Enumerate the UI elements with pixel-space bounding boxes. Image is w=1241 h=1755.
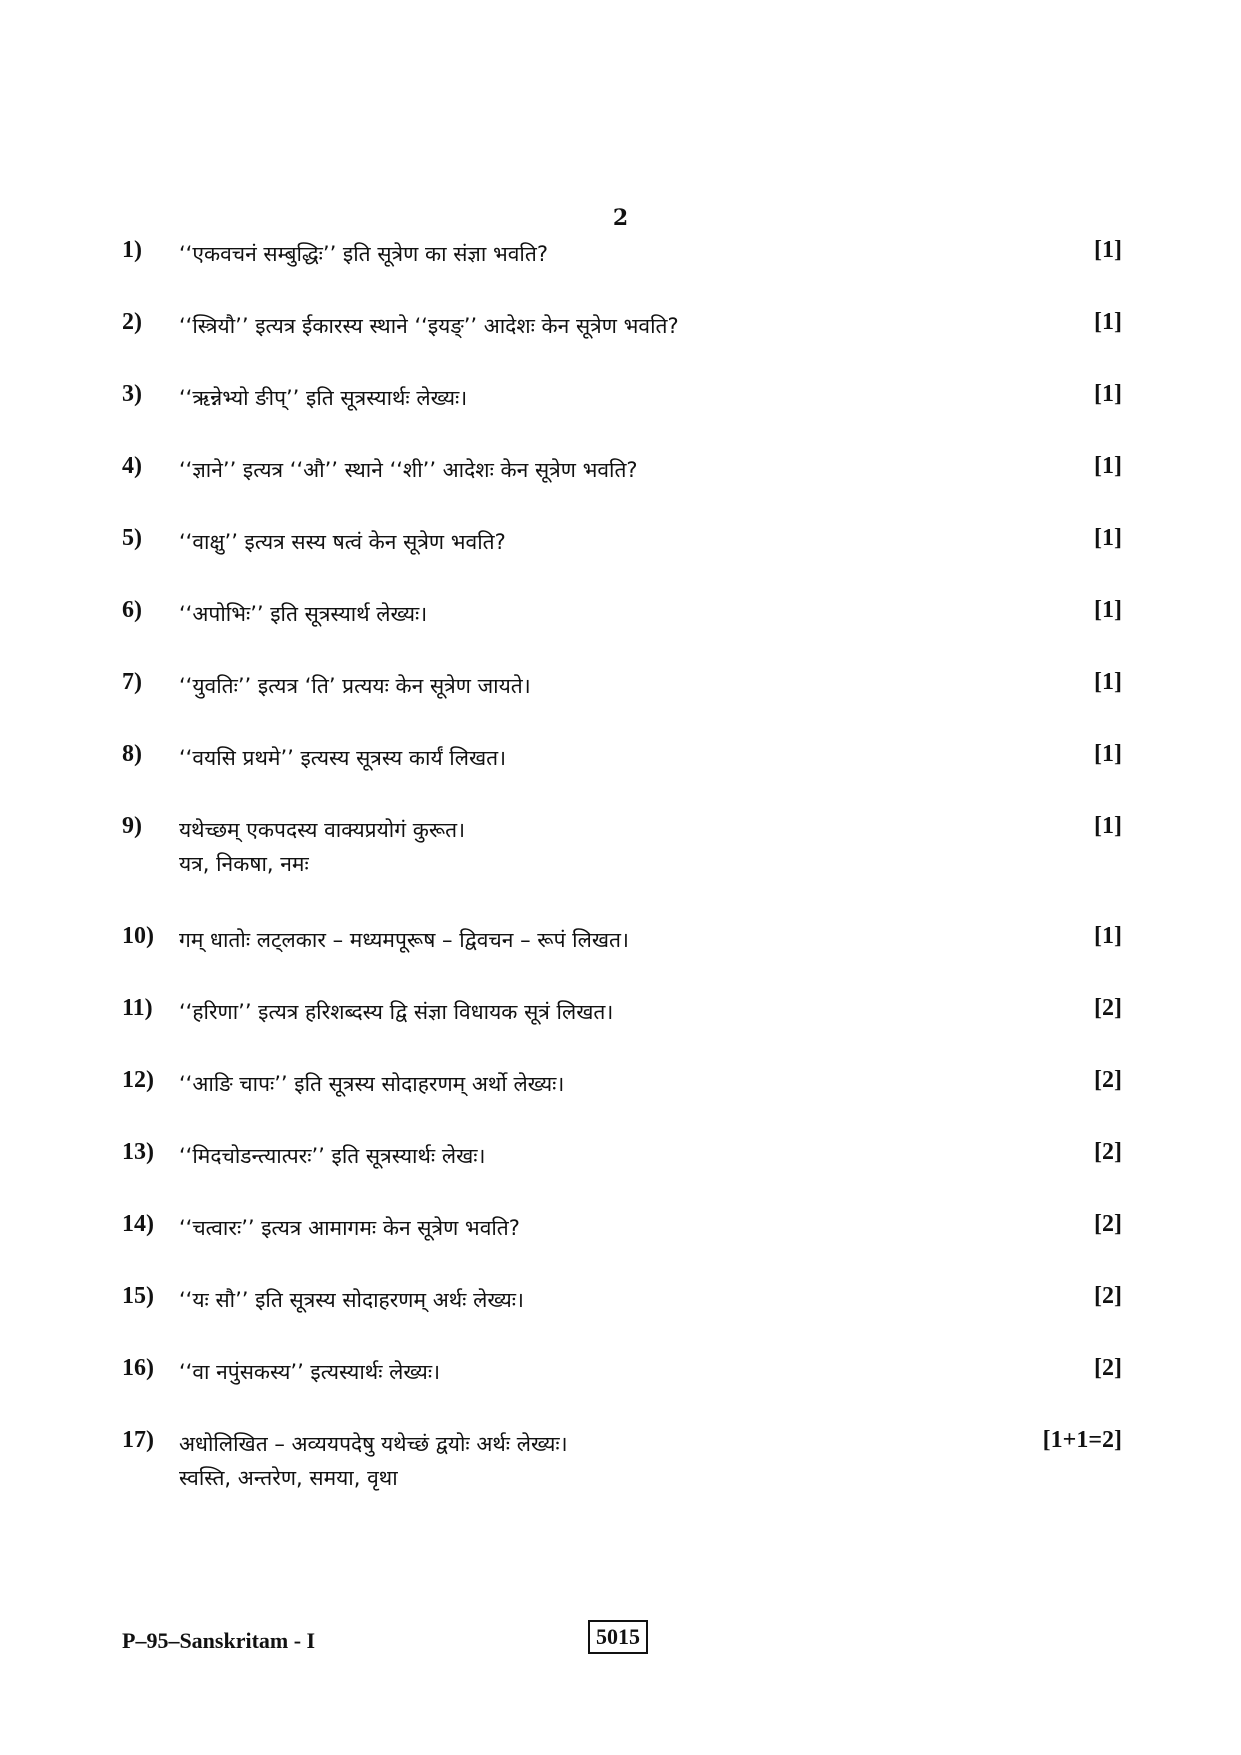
- question-subtext: यत्र, निकषा, नमः: [179, 852, 309, 876]
- question-number: 15): [122, 1283, 154, 1309]
- question-marks: [1+1=2]: [1042, 1427, 1122, 1453]
- question-number: 12): [122, 1067, 154, 1093]
- question-item: [122, 1355, 1122, 1415]
- question-number: 10): [122, 923, 154, 949]
- question-text: गम् धातोः लट्लकार – मध्यमपूरूष – द्विवचन – रूपं लिखत।: [179, 928, 629, 952]
- question-marks: [2]: [1094, 1355, 1122, 1381]
- page-number: 2: [612, 205, 629, 231]
- question-item: [122, 1211, 1122, 1271]
- question-subtext: स्वस्ति, अन्तरेण, समया, वृथा: [179, 1466, 398, 1490]
- question-item: [122, 995, 1122, 1055]
- question-item: [122, 1427, 1122, 1507]
- question-text: अधोलिखित – अव्ययपदेषु यथेच्छं द्वयोः अर्थः लेख्यः।: [179, 1432, 568, 1456]
- question-item: [122, 309, 1122, 369]
- question-marks: [2]: [1094, 1211, 1122, 1237]
- question-text: ‘‘युवतिः’’ इत्यत्र ‘ति’ प्रत्ययः केन सूत्रेण जायते।: [179, 674, 531, 698]
- paper-serial-box: 5015: [588, 1620, 648, 1654]
- question-number: 16): [122, 1355, 154, 1381]
- question-marks: [1]: [1094, 453, 1122, 479]
- question-number: 9): [122, 813, 142, 839]
- question-number: 11): [122, 995, 153, 1021]
- question-number: 7): [122, 669, 142, 695]
- question-item: [122, 923, 1122, 983]
- question-marks: [1]: [1094, 525, 1122, 551]
- question-marks: [1]: [1094, 923, 1122, 949]
- question-text: ‘‘चत्वारः’’ इत्यत्र आमागमः केन सूत्रेण भवति?: [179, 1216, 520, 1240]
- question-item: [122, 669, 1122, 729]
- question-item: [122, 525, 1122, 585]
- question-text: ‘‘ऋन्नेभ्यो ङीप्’’ इति सूत्रस्यार्थः लेख्यः।: [179, 386, 468, 410]
- question-text: ‘‘स्त्रियौ’’ इत्यत्र ईकारस्य स्थाने ‘‘इयङ्’’ आदेशः केन सूत्रेण भवति?: [179, 314, 679, 338]
- question-number: 6): [122, 597, 142, 623]
- question-body: [179, 1427, 969, 1495]
- question-marks: [1]: [1094, 237, 1122, 263]
- question-number: 8): [122, 741, 142, 767]
- question-marks: [2]: [1094, 995, 1122, 1021]
- paper-code: P–95–Sanskritam - I: [122, 1628, 316, 1653]
- question-text: ‘‘वयसि प्रथमे’’ इत्यस्य सूत्रस्य कार्यं लिखत।: [179, 746, 507, 770]
- question-marks: [1]: [1094, 813, 1122, 839]
- question-number: 5): [122, 525, 142, 551]
- question-text: ‘‘अपोभिः’’ इति सूत्रस्यार्थ लेख्यः।: [179, 602, 428, 626]
- question-marks: [2]: [1094, 1139, 1122, 1165]
- question-item: [122, 1139, 1122, 1199]
- question-marks: [2]: [1094, 1283, 1122, 1309]
- question-item: [122, 1067, 1122, 1127]
- question-item: [122, 741, 1122, 801]
- question-marks: [1]: [1094, 741, 1122, 767]
- question-item: [122, 453, 1122, 513]
- question-text: ‘‘वाक्षु’’ इत्यत्र सस्य षत्वं केन सूत्रेण भवति?: [179, 530, 506, 554]
- question-text: ‘‘एकवचनं सम्बुद्धिः’’ इति सूत्रेण का संज्ञा भवति?: [179, 242, 548, 266]
- question-item: [122, 1283, 1122, 1343]
- question-item: [122, 813, 1122, 893]
- question-text: ‘‘हरिणा’’ इत्यत्र हरिशब्दस्य द्वि संज्ञा विधायक सूत्रं लिखत।: [179, 1000, 614, 1024]
- question-marks: [1]: [1094, 381, 1122, 407]
- question-number: 14): [122, 1211, 154, 1237]
- question-number: 1): [122, 237, 142, 263]
- question-text: ‘‘आङि चापः’’ इति सूत्रस्य सोदाहरणम् अर्थो लेख्यः।: [179, 1072, 565, 1096]
- question-item: [122, 381, 1122, 441]
- question-number: 3): [122, 381, 142, 407]
- question-item: [122, 597, 1122, 657]
- question-number: 4): [122, 453, 142, 479]
- question-number: 2): [122, 309, 142, 335]
- question-number: 17): [122, 1427, 154, 1453]
- question-text: यथेच्छम् एकपदस्य वाक्यप्रयोगं कुरूत।: [179, 818, 466, 842]
- question-text: ‘‘यः सौ’’ इति सूत्रस्य सोदाहरणम् अर्थः लेख्यः।: [179, 1288, 524, 1312]
- question-marks: [1]: [1094, 309, 1122, 335]
- question-number: 13): [122, 1139, 154, 1165]
- question-body: [179, 813, 969, 881]
- question-marks: [1]: [1094, 669, 1122, 695]
- question-marks: [2]: [1094, 1067, 1122, 1093]
- question-text: ‘‘वा नपुंसकस्य’’ इत्यस्यार्थः लेख्यः।: [179, 1360, 441, 1384]
- question-text: ‘‘मिदचोडन्त्यात्परः’’ इति सूत्रस्यार्थः लेखः।: [179, 1144, 486, 1168]
- question-marks: [1]: [1094, 597, 1122, 623]
- question-item: [122, 237, 1122, 297]
- question-text: ‘‘ज्ञाने’’ इत्यत्र ‘‘औ’’ स्थाने ‘‘शी’’ आदेशः केन सूत्रेण भवति?: [179, 458, 638, 482]
